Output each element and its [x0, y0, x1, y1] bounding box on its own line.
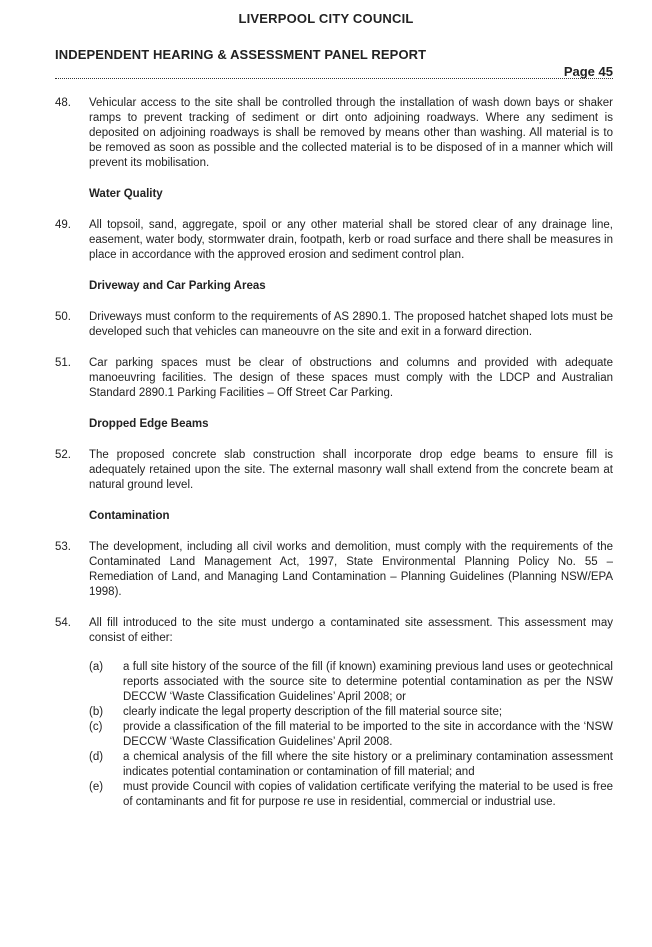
sub-item-text: must provide Council with copies of validation certificate verifying the material to be used is free of contaminants and fit for purpose re use in residential, commercial or industrial use.	[123, 781, 613, 808]
section-heading-driveway-parking: Driveway and Car Parking Areas	[89, 280, 266, 292]
condition-text: The proposed concrete slab construction shall incorporate drop edge beams to ensure fill is adequately retained upon the site. The external masonry wall shall extend from the concrete beam at natural ground level.	[89, 449, 613, 491]
condition-52	[55, 448, 613, 493]
sub-item-text: a chemical analysis of the fill where the site history or a preliminary contamination assessment indicates potential contamination or contamination of fill material; and	[123, 751, 613, 778]
condition-text: Vehicular access to the site shall be controlled through the installation of wash down bays or shaker ramps to prevent tracking of sediment or dirt onto adjoining roadways. Where any sediment is deposited on adjoining roadways is shall be removed by means other than washing. All material is to be removed as soon as possible and the collected material is to be disposed of in a manner which will prevent its mobilisation.	[89, 97, 613, 169]
section-heading-dropped-edge-beams: Dropped Edge Beams	[89, 418, 209, 430]
sub-item-label: (e)	[89, 781, 104, 793]
condition-number: 48.	[55, 97, 71, 109]
sub-item-d	[89, 750, 613, 780]
condition-text: Car parking spaces must be clear of obstructions and columns and provided with adequate manoeuvring facilities. The design of these spaces must comply with the LDCP and Australian Standard 2890.1 Parking Facilities – Off Street Car Parking.	[89, 357, 613, 399]
condition-49	[55, 218, 613, 263]
section-heading-contamination: Contamination	[89, 510, 170, 522]
condition-text: All fill introduced to the site must undergo a contaminated site assessment. This assessment may consist of either:	[89, 617, 613, 644]
sub-item-text: provide a classification of the fill material to be imported to the site in accordance with the ‘NSW DECCW ‘Waste Classification Guidelines’ April 2008.	[123, 721, 613, 748]
sub-item-label: (a)	[89, 661, 104, 673]
condition-number: 53.	[55, 541, 71, 553]
sub-item-list	[89, 660, 613, 810]
sub-item-label: (b)	[89, 706, 104, 718]
condition-number: 51.	[55, 357, 71, 369]
condition-number: 50.	[55, 311, 71, 323]
sub-item-text: a full site history of the source of the fill (if known) examining previous land uses or geotechnical reports associated with the source site to determine potential contamination as per the NSW DECCW ‘Waste Classification Guidelines’ April 2008; or	[123, 661, 613, 703]
sub-item-e	[89, 780, 613, 810]
condition-number: 52.	[55, 449, 71, 461]
condition-text: The development, including all civil works and demolition, must comply with the requirements of the Contaminated Land Management Act, 1997, State Environmental Planning Policy No. 55 – Remediation of Land, and Managing Land Contamination – Planning Guidelines (Planning NSW/EPA 1998).	[89, 541, 613, 598]
condition-51	[55, 356, 613, 401]
sub-item-label: (d)	[89, 751, 104, 763]
condition-number: 49.	[55, 219, 71, 231]
condition-53	[55, 540, 613, 600]
condition-text: Driveways must conform to the requirements of AS 2890.1. The proposed hatchet shaped lots must be developed such that vehicles can maneouvre on the site and exit in a forward direction.	[89, 311, 613, 338]
council-name: LIVERPOOL CITY COUNCIL	[238, 11, 414, 26]
condition-54	[55, 616, 613, 810]
sub-item-c	[89, 720, 613, 750]
condition-50	[55, 310, 613, 340]
condition-text: All topsoil, sand, aggregate, spoil or any other material shall be stored clear of any drainage line, easement, water body, stormwater drain, footpath, kerb or road surface and there shall be measures in place in accordance with the approved erosion and sediment control plan.	[89, 219, 613, 261]
sub-item-a	[89, 660, 613, 705]
condition-number: 54.	[55, 617, 71, 629]
sub-item-text: clearly indicate the legal property description of the fill material source site;	[123, 706, 503, 718]
conditions-list	[55, 96, 613, 826]
report-title: INDEPENDENT HEARING & ASSESSMENT PANEL REPORT	[55, 47, 427, 62]
sub-item-b	[89, 705, 613, 720]
header-divider	[55, 78, 613, 79]
sub-item-label: (c)	[89, 721, 103, 733]
page-number: Page 45	[563, 64, 613, 79]
condition-48	[55, 96, 613, 171]
section-heading-water-quality: Water Quality	[89, 188, 163, 200]
